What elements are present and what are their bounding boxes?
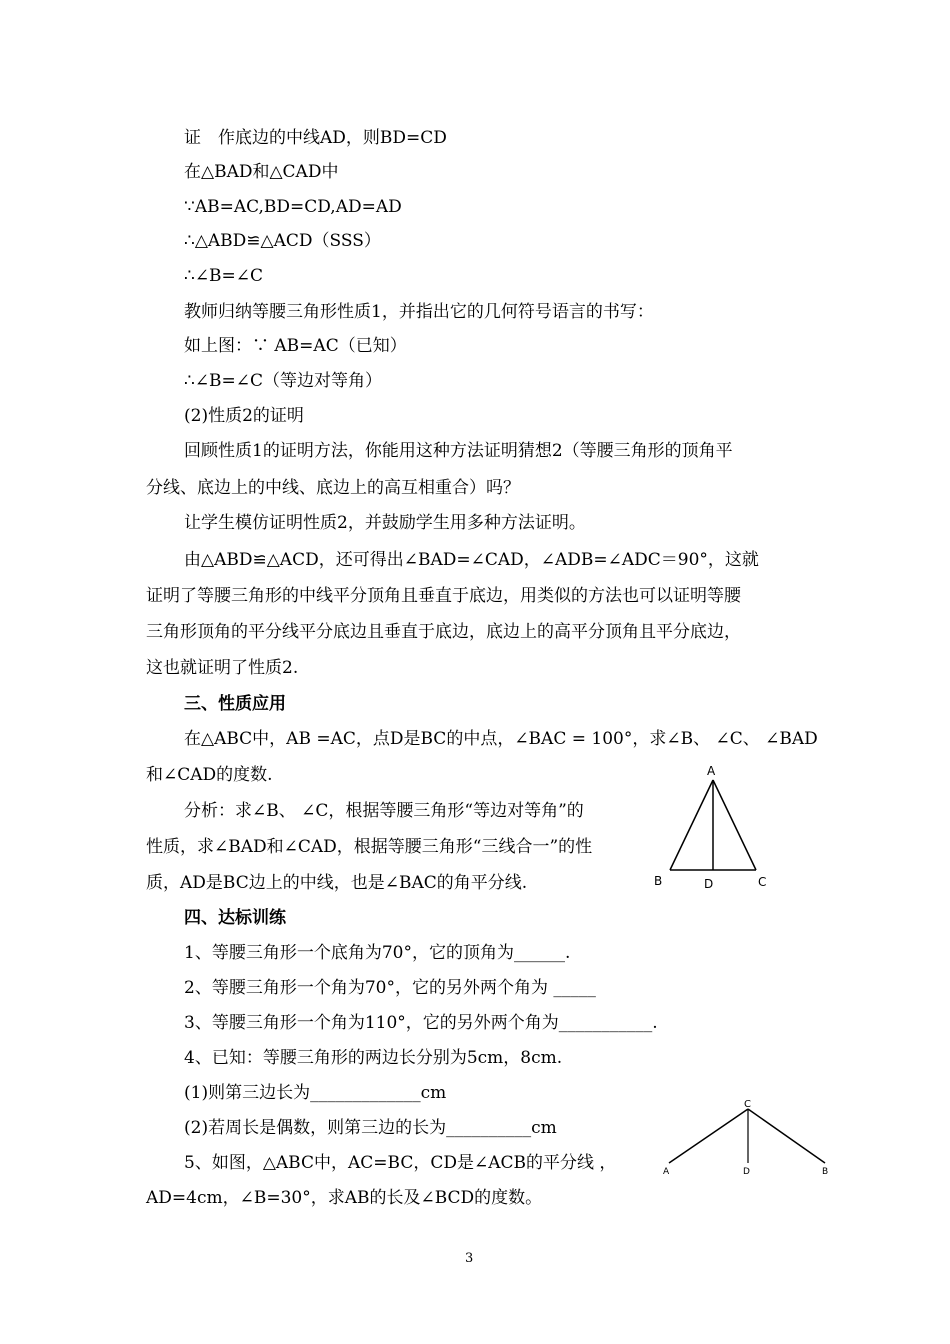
exercise-line: 4、已知：等腰三角形的两边长分别为5cm，8cm.: [184, 1048, 563, 1068]
text-line: ∴∠B=∠C: [184, 266, 264, 286]
text-line: 让学生模仿证明性质2，并鼓励学生用多种方法证明。: [184, 513, 586, 533]
vertex-label-a: A: [663, 1167, 670, 1177]
text-line: 回顾性质1的证明方法，你能用这种方法证明猜想2（等腰三角形的顶角平: [184, 441, 733, 461]
vertex-label-b: B: [654, 874, 663, 888]
exercise-line: (2)若周长是偶数，则第三边的长为__________cm: [184, 1118, 557, 1138]
side-cb: [748, 1109, 825, 1163]
text-line: 性质，求∠BAD和∠CAD，根据等腰三角形“三线合一”的性: [146, 837, 593, 857]
text-line: 证 作底边的中线AD，则BD=CD: [184, 128, 447, 148]
point-label-d: D: [743, 1167, 750, 1177]
vertex-label-c: C: [744, 1099, 751, 1110]
page-number: 3: [465, 1251, 474, 1266]
text-line: 三角形顶角的平分线平分底边且垂直于底边，底边上的高平分顶角且平分底边，: [146, 622, 741, 642]
text-line: ∵AB=AC,BD=CD,AD=AD: [184, 197, 402, 217]
text-line: 在△BAD和△CAD中: [184, 162, 339, 182]
text-line: 质，AD是BC边上的中线，也是∠BAC的角平分线.: [146, 873, 528, 893]
text-line: 分析：求∠B、 ∠C，根据等腰三角形“等边对等角”的: [184, 801, 584, 821]
text-line: (2)性质2的证明: [184, 406, 304, 426]
side-ca: [669, 1109, 748, 1163]
exercise-line: (1)则第三边长为_____________cm: [184, 1083, 447, 1103]
text-line: 这也就证明了性质2.: [146, 658, 299, 678]
text-line: 分线、底边上的中线、底边上的高互相重合）吗？: [146, 478, 520, 498]
exercise-line: 5、如图，△ABC中，AC=BC，CD是∠ACB的平分线 ，: [184, 1153, 617, 1173]
text-line: 由△ABD≌△ACD，还可得出∠BAD=∠CAD，∠ADB=∠ADC＝90°，这就: [184, 550, 759, 570]
section-heading: 四、达标训练: [184, 908, 286, 928]
text-line: ∴△ABD≌△ACD（SSS）: [184, 231, 381, 251]
exercise-line: 2、等腰三角形一个角为70°，它的另外两个角为 _____: [184, 978, 596, 998]
vertex-label-b: B: [822, 1167, 829, 1177]
side-ac: [713, 780, 756, 870]
text-line: 证明了等腰三角形的中线平分顶角且垂直于底边，用类似的方法也可以证明等腰: [146, 586, 741, 606]
triangle-figure-abc: [650, 760, 780, 895]
vertex-label-a: A: [707, 764, 716, 778]
triangle-figure-acb: [655, 1095, 840, 1185]
exercise-line: 3、等腰三角形一个角为110°，它的另外两个角为___________.: [184, 1013, 658, 1033]
text-line: ∴∠B=∠C（等边对等角）: [184, 371, 383, 391]
text-line: 如上图：∵ AB=AC（已知）: [184, 336, 407, 356]
side-ab: [670, 780, 713, 870]
text-line: 在△ABC中，AB =AC，点D是BC的中点，∠BAC = 100°，求∠B、 ∠C、 ∠BAD: [184, 729, 818, 749]
text-line: 教师归纳等腰三角形性质1，并指出它的几何符号语言的书写：: [184, 302, 654, 322]
exercise-line: 1、等腰三角形一个底角为70°，它的顶角为______.: [184, 943, 571, 963]
exercise-line: AD=4cm，∠B=30°，求AB的长及∠BCD的度数。: [146, 1188, 543, 1208]
section-heading: 三、性质应用: [184, 694, 286, 714]
vertex-label-c: C: [758, 875, 767, 889]
point-label-d: D: [704, 877, 714, 891]
text-line: 和∠CAD的度数.: [146, 765, 273, 785]
